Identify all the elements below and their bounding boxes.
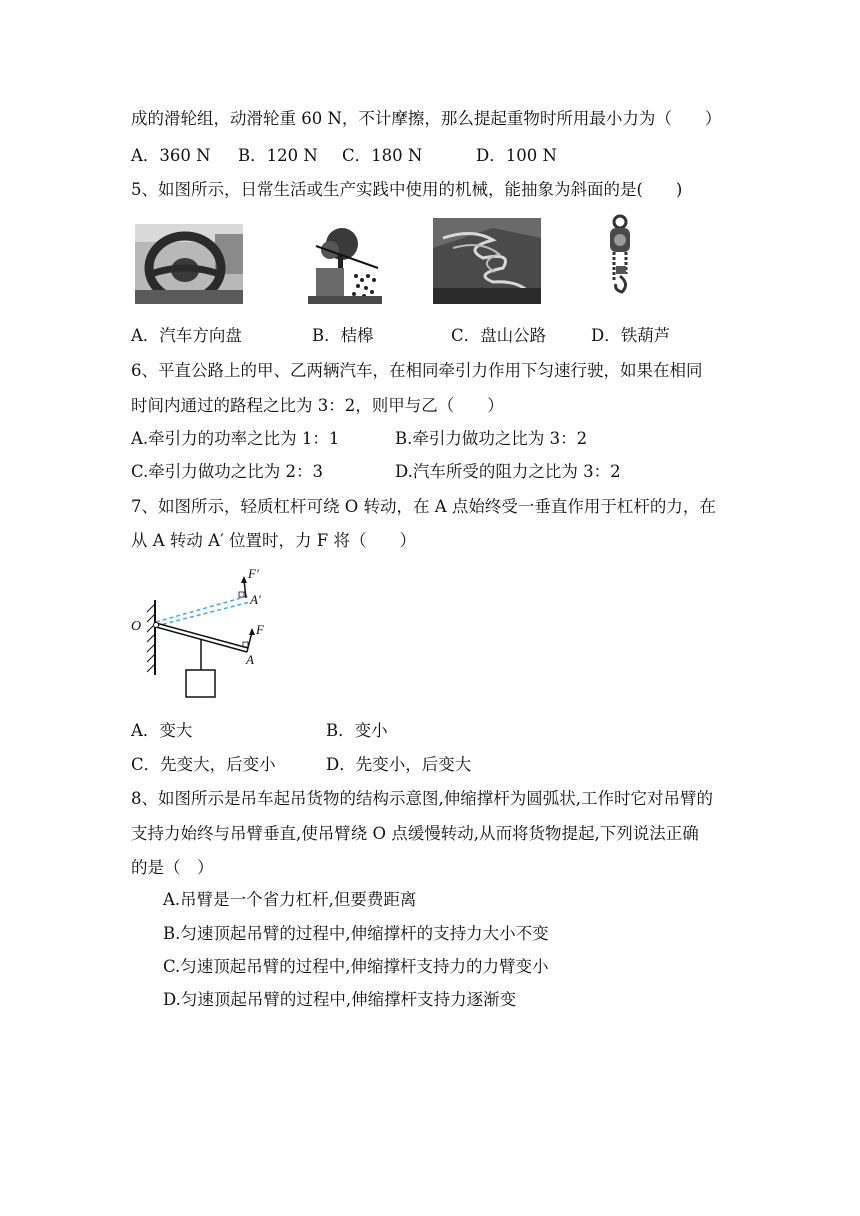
q8-stem-line3: 的是（ ） bbox=[131, 858, 214, 877]
q5-option-c: C．盘山公路 bbox=[451, 326, 547, 345]
q6-option-b: B.牵引力做功之比为 3：2 bbox=[395, 429, 588, 448]
q7-stem-line2: 从 A 转动 A′ 位置时，力 F 将（ ） bbox=[131, 531, 416, 550]
q6-stem-line2: 时间内通过的路程之比为 3：2，则甲与乙（ ） bbox=[131, 396, 504, 415]
q8-option-b: B.匀速顶起吊臂的过程中,伸缩撑杆的支持力大小不变 bbox=[163, 924, 549, 943]
lever-diagram bbox=[128, 560, 288, 705]
q6-option-c: C.牵引力做功之比为 2：3 bbox=[131, 462, 324, 481]
q8-stem-line1: 8、如图所示是吊车起吊货物的结构示意图,伸缩撑杆为圆弧状,工作时它对吊臂的 bbox=[131, 789, 713, 808]
label-f-prime: F′ bbox=[248, 566, 259, 581]
q7-option-a: A．变大 bbox=[131, 721, 193, 740]
q6-stem-line1: 6、平直公路上的甲、乙两辆汽车，在相同牵引力作用下匀速行驶，如果在相同 bbox=[131, 361, 703, 380]
q7-stem-line1: 7、如图所示，轻质杠杆可绕 O 转动，在 A 点始终受一垂直作用于杠杆的力，在 bbox=[131, 497, 716, 516]
q6-option-d: D.汽车所受的阻力之比为 3：2 bbox=[395, 462, 621, 481]
steering-wheel-photo bbox=[135, 224, 243, 304]
q7-option-c: C．先变大，后变小 bbox=[131, 755, 276, 774]
q8-stem-line2: 支持力始终与吊臂垂直,使吊臂绕 O 点缓慢转动,从而将货物提起,下列说法正确 bbox=[131, 824, 699, 843]
q4-option-d: D．100 N bbox=[476, 146, 557, 165]
q4-option-c: C．180 N bbox=[342, 146, 423, 165]
q7-option-d: D．先变小，后变大 bbox=[326, 755, 472, 774]
q4-stem-continuation: 成的滑轮组，动滑轮重 60 N，不计摩擦，那么提起重物时所用最小力为（ ） bbox=[131, 109, 722, 128]
q8-option-c: C.匀速顶起吊臂的过程中,伸缩撑杆支持力的力臂变小 bbox=[163, 957, 549, 976]
label-a: A bbox=[246, 652, 254, 667]
q5-option-a: A．汽车方向盘 bbox=[131, 326, 242, 345]
q7-option-b: B．变小 bbox=[326, 721, 388, 740]
q4-option-b: B．120 N bbox=[238, 146, 318, 165]
q5-stem: 5、如图所示，日常生活或生产实践中使用的机械，能抽象为斜面的是( ) bbox=[131, 180, 683, 199]
q4-option-a: A．360 N bbox=[131, 146, 211, 165]
label-a-prime: A′ bbox=[250, 592, 261, 607]
label-f: F bbox=[256, 622, 264, 637]
label-o: O bbox=[131, 619, 142, 634]
chain-hoist-photo bbox=[602, 214, 638, 296]
q5-option-d: D．铁葫芦 bbox=[591, 326, 671, 345]
q8-option-d: D.匀速顶起吊臂的过程中,伸缩撑杆支持力逐渐变 bbox=[163, 990, 517, 1009]
mountain-road-photo bbox=[433, 218, 541, 304]
q6-option-a: A.牵引力的功率之比为 1：1 bbox=[131, 429, 340, 448]
q5-option-b: B．桔槔 bbox=[312, 326, 374, 345]
q8-option-a: A.吊臂是一个省力杠杆,但要费距离 bbox=[163, 890, 417, 909]
well-sweep-illustration bbox=[308, 224, 382, 304]
